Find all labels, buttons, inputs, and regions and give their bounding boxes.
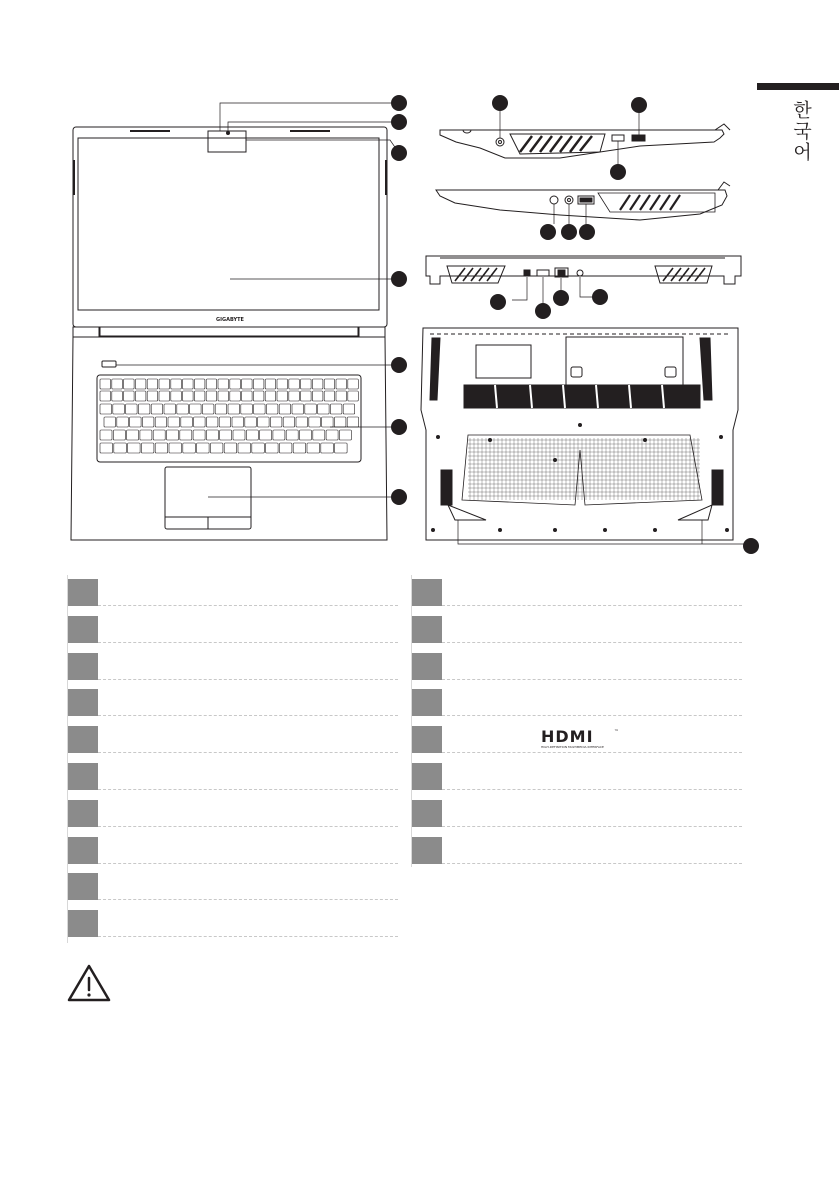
hdmi-logo-tagline: HIGH-DEFINITION MULTIMEDIA INTERFACE	[541, 745, 604, 749]
legend-row	[68, 910, 398, 937]
keyboard-key	[296, 417, 308, 427]
keyboard-key	[113, 430, 125, 440]
keyboard-key	[324, 391, 335, 401]
keyboard-key	[220, 430, 232, 440]
keyboard-key	[104, 417, 116, 427]
keyboard-key	[190, 404, 202, 414]
keyboard-key	[112, 391, 123, 401]
keyboard-key	[167, 430, 179, 440]
keyboard-key	[258, 417, 270, 427]
keyboard-key	[153, 430, 165, 440]
keyboard-key	[142, 417, 154, 427]
legend-row-divider	[98, 826, 398, 827]
legend-row	[68, 689, 398, 716]
keyboard-key	[233, 430, 245, 440]
keyboard-key	[253, 379, 264, 389]
legend-number-box	[68, 616, 98, 643]
keyboard-key	[218, 391, 229, 401]
callout-dot-icon	[540, 224, 556, 240]
keyboard-key	[230, 379, 241, 389]
hdmi-logo-trademark: ™	[614, 729, 619, 735]
keyboard-key	[289, 391, 300, 401]
keyboard-key	[183, 443, 196, 453]
keyboard-key	[100, 391, 111, 401]
callout-dot-icon	[492, 95, 508, 111]
callout-dot-icon	[391, 271, 407, 287]
legend-row	[412, 616, 742, 643]
callout-dot-icon	[553, 290, 569, 306]
legend-row	[68, 616, 398, 643]
right-side-view	[436, 182, 730, 224]
keyboard-key	[224, 443, 237, 453]
keyboard-key	[254, 404, 266, 414]
legend-number-box	[68, 689, 98, 716]
legend-number-box	[68, 726, 98, 753]
legend-row-divider	[98, 605, 398, 606]
keyboard-key	[286, 430, 298, 440]
keyboard-key	[279, 404, 291, 414]
callout-dot-icon	[391, 114, 407, 130]
legend-row-divider	[98, 863, 398, 864]
keyboard-key	[206, 391, 217, 401]
keyboard-key	[155, 417, 167, 427]
legend-number-box	[68, 579, 98, 606]
callout-dot-icon	[561, 224, 577, 240]
keyboard-key	[135, 379, 146, 389]
legend-row-divider	[442, 715, 742, 716]
keyboard-key	[181, 417, 193, 427]
keyboard-key	[206, 430, 218, 440]
language-label: 한국어	[790, 100, 812, 163]
keyboard-key	[135, 391, 146, 401]
legend-number-box	[412, 726, 442, 753]
callout-dot-icon	[391, 145, 407, 161]
callout-dot-icon	[592, 289, 608, 305]
keyboard-key	[266, 404, 278, 414]
callout-dot-icon	[579, 224, 595, 240]
legend-number-box	[412, 763, 442, 790]
keyboard-key	[246, 430, 258, 440]
keyboard-key	[322, 417, 334, 427]
keyboard-key	[113, 404, 125, 414]
keyboard-keys	[100, 379, 359, 453]
legend-row-divider	[442, 789, 742, 790]
keyboard-key	[155, 443, 168, 453]
legend-row-divider	[442, 642, 742, 643]
callout-dot-icon	[743, 538, 759, 554]
legend-row-divider	[98, 899, 398, 900]
keyboard-key	[301, 391, 312, 401]
keyboard-key	[197, 443, 210, 453]
keyboard-key	[206, 379, 217, 389]
keyboard-key	[270, 417, 282, 427]
keyboard-key	[194, 391, 205, 401]
legend-number-box	[412, 653, 442, 680]
keyboard-key	[260, 430, 272, 440]
keyboard-key	[169, 443, 182, 453]
keyboard-key	[252, 443, 264, 453]
keyboard-key	[159, 379, 170, 389]
keyboard-key	[339, 430, 351, 440]
keyboard-key	[141, 443, 154, 453]
legend-row-divider	[98, 642, 398, 643]
keyboard-key	[183, 379, 194, 389]
keyboard-key	[194, 379, 205, 389]
keyboard-key	[124, 379, 135, 389]
keyboard-key	[180, 430, 192, 440]
callout-dot-icon	[391, 419, 407, 435]
keyboard-key	[128, 443, 141, 453]
callout-dot-icon	[391, 357, 407, 373]
keyboard-key	[289, 379, 300, 389]
laptop-illustration	[0, 0, 839, 570]
keyboard-key	[218, 379, 229, 389]
legend-row-divider	[98, 936, 398, 937]
legend-number-box	[68, 653, 98, 680]
callout-dot-icon	[391, 489, 407, 505]
keyboard-key	[348, 379, 359, 389]
legend-number-box	[68, 800, 98, 827]
hdmi-logo-word: HDMI	[541, 727, 594, 746]
keyboard-key	[318, 404, 330, 414]
legend-row-divider	[442, 752, 742, 753]
legend-row	[412, 837, 742, 864]
keyboard-key	[334, 417, 346, 427]
laptop-lid	[73, 127, 387, 327]
brand-logo: GIGABYTE	[216, 317, 244, 323]
bottom-view	[421, 328, 745, 544]
legend-row	[412, 763, 742, 790]
keyboard-key	[324, 379, 335, 389]
keyboard-key	[171, 379, 182, 389]
keyboard-key	[117, 417, 129, 427]
keyboard-key	[100, 404, 112, 414]
callout-dot-icon	[631, 97, 647, 113]
legend-row	[68, 579, 398, 606]
keyboard-key	[266, 443, 279, 453]
keyboard-key	[193, 430, 205, 440]
legend-row	[412, 800, 742, 827]
callout-dot-icon	[610, 164, 626, 180]
keyboard-key	[114, 443, 127, 453]
legend-row-divider	[98, 752, 398, 753]
keyboard-key	[168, 417, 180, 427]
keyboard-key	[292, 404, 304, 414]
keyboard-key	[242, 379, 253, 389]
keyboard-key	[228, 404, 240, 414]
legend-row-divider	[98, 715, 398, 716]
keyboard-key	[242, 391, 253, 401]
legend-number-box	[68, 910, 98, 937]
keyboard-key	[124, 391, 135, 401]
legend-number-box	[412, 616, 442, 643]
keyboard-key	[202, 404, 214, 414]
callout-dot-icon	[535, 303, 551, 319]
keyboard-key	[326, 430, 338, 440]
keyboard-key	[301, 379, 312, 389]
keyboard-key	[300, 430, 312, 440]
legend-number-box	[412, 689, 442, 716]
keyboard-key	[347, 417, 359, 427]
keyboard-key	[210, 443, 223, 453]
keyboard-key	[138, 404, 150, 414]
keyboard-key	[343, 404, 355, 414]
legend-number-box	[412, 579, 442, 606]
keyboard-key	[273, 430, 285, 440]
legend-number-box	[68, 837, 98, 864]
legend-row-divider	[442, 679, 742, 680]
keyboard-key	[151, 404, 163, 414]
keyboard-key	[283, 417, 295, 427]
rear-view	[426, 256, 741, 303]
keyboard-key	[307, 443, 320, 453]
keyboard-key	[265, 391, 276, 401]
legend-row-divider	[98, 789, 398, 790]
legend-row-divider	[442, 605, 742, 606]
keyboard-key	[112, 379, 123, 389]
keyboard-key	[265, 379, 276, 389]
legend-row	[412, 689, 742, 716]
keyboard-key	[126, 404, 138, 414]
keyboard-key	[312, 391, 323, 401]
keyboard-key	[159, 391, 170, 401]
keyboard-key	[277, 391, 288, 401]
keyboard-key	[219, 417, 231, 427]
keyboard-key	[100, 430, 112, 440]
legend-number-box	[68, 873, 98, 900]
keyboard-key	[130, 417, 142, 427]
keyboard-key	[164, 404, 176, 414]
legend-number-box	[68, 763, 98, 790]
keyboard-key	[232, 417, 244, 427]
legend-row-divider	[442, 826, 742, 827]
legend-row-divider	[442, 863, 742, 864]
callout-dot-icon	[490, 294, 506, 310]
legend-row-divider	[98, 679, 398, 680]
keyboard-key	[215, 404, 227, 414]
callout-dot-icon	[391, 95, 407, 111]
keyboard-key	[140, 430, 152, 440]
legend-row	[68, 873, 398, 900]
keyboard-key	[206, 417, 218, 427]
keyboard-key	[230, 391, 241, 401]
warning-triangle-icon	[66, 963, 112, 1003]
legend-row	[412, 579, 742, 606]
keyboard-key	[336, 379, 347, 389]
keyboard-key	[279, 443, 292, 453]
legend-row	[68, 726, 398, 753]
keyboard-key	[336, 391, 347, 401]
front-leader-lines	[116, 103, 399, 497]
keyboard-key	[183, 391, 194, 401]
keyboard-key	[305, 404, 317, 414]
legend-number-box	[412, 837, 442, 864]
keyboard-key	[100, 443, 113, 453]
keyboard-key	[245, 417, 256, 427]
keyboard-key	[253, 391, 264, 401]
keyboard-key	[177, 404, 189, 414]
legend-row	[68, 763, 398, 790]
keyboard-key	[312, 379, 323, 389]
keyboard-key	[171, 391, 182, 401]
legend-number-box	[412, 800, 442, 827]
keyboard-key	[309, 417, 321, 427]
legend-row	[68, 837, 398, 864]
legend-row	[412, 653, 742, 680]
keyboard-key	[241, 404, 253, 414]
keyboard-key	[335, 443, 348, 453]
left-side-view	[440, 110, 730, 168]
keyboard-key	[348, 391, 359, 401]
keyboard-key	[313, 430, 325, 440]
legend-row	[68, 653, 398, 680]
keyboard-key	[321, 443, 334, 453]
legend-row	[68, 800, 398, 827]
keyboard-key	[194, 417, 206, 427]
keyboard-key	[330, 404, 342, 414]
keyboard-key	[127, 430, 139, 440]
keyboard-key	[238, 443, 251, 453]
keyboard-key	[293, 443, 306, 453]
keyboard-key	[277, 379, 288, 389]
keyboard-key	[100, 379, 111, 389]
keyboard-key	[147, 391, 158, 401]
hdmi-logo	[541, 729, 621, 749]
keyboard-key	[147, 379, 158, 389]
